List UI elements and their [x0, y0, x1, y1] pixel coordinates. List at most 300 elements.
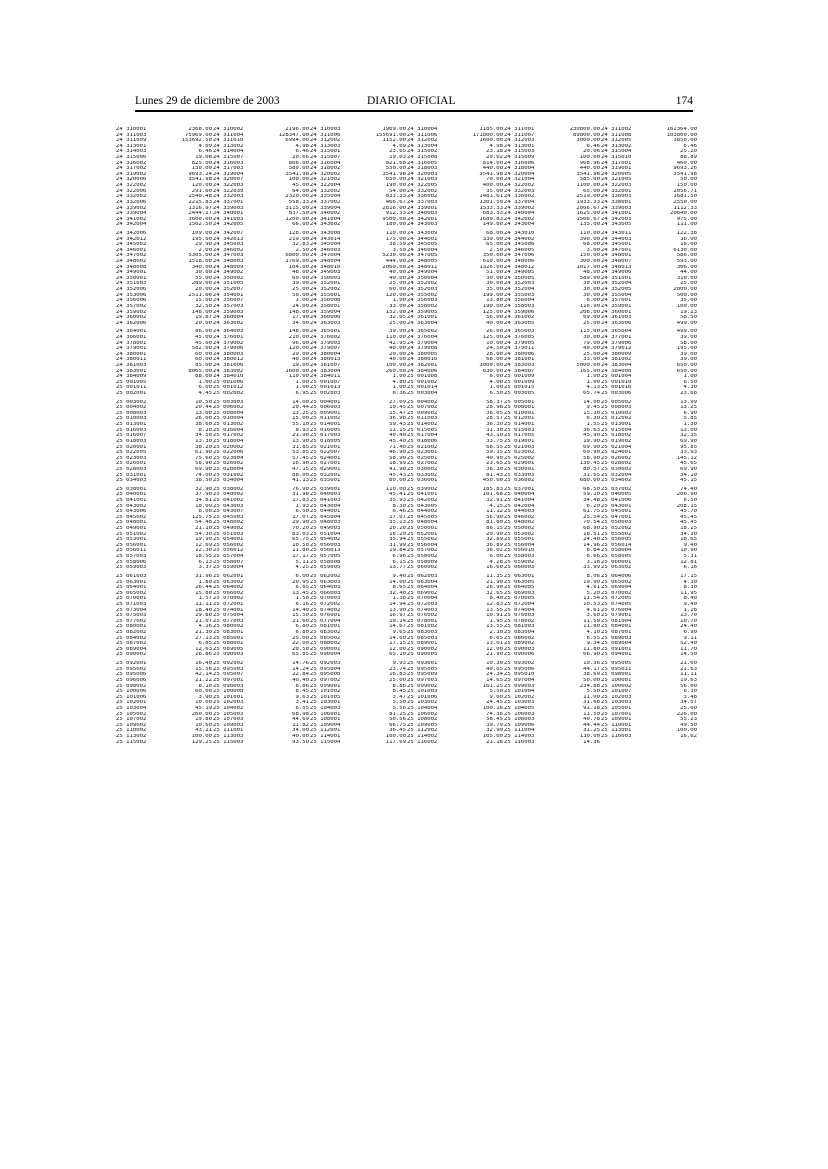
item-amount: 69.90 [583, 450, 600, 456]
item-code: 24 339002 [116, 205, 147, 211]
listing-row [504, 222, 600, 228]
item-amount: 54.48 [195, 520, 212, 526]
item-amount: 34.30 [680, 531, 697, 537]
item-code: 24 338001 [601, 199, 632, 205]
item-code: 25 090004 [310, 652, 341, 658]
item-amount: 68.90 [583, 526, 600, 532]
item-code: 24 351005 [213, 281, 244, 287]
item-code: 25 037002 [601, 486, 632, 492]
listing-row [504, 321, 600, 327]
item-code: 24 348005 [407, 259, 438, 265]
item-code: 25 058008 [310, 559, 341, 565]
item-code: 25 048001 [116, 520, 147, 526]
item-code: 24 332002 [116, 194, 147, 200]
item-amount: 10.00 [195, 700, 212, 706]
item-code: 25 001002 [407, 379, 438, 385]
item-code: 24 360004 [213, 315, 244, 321]
item-code: 25 090003 [504, 646, 535, 652]
item-amount: 19.90 [583, 579, 600, 585]
item-amount: 1.00 [586, 379, 600, 385]
item-amount: 109.00 [191, 230, 212, 236]
item-amount: 16.83 [389, 672, 406, 678]
item-code: 25 095004 [310, 666, 341, 672]
item-amount: 25.00 [389, 677, 406, 683]
item-code: 24 380004 [310, 351, 341, 357]
item-code: 25 102002 [504, 694, 535, 700]
item-code: 25 009001 [310, 410, 341, 416]
item-amount: 120.00 [288, 346, 309, 352]
listing-row [213, 652, 309, 658]
item-amount: 6.00 [489, 374, 503, 380]
item-code: 24 352002 [310, 287, 341, 293]
item-code: 24 322005 [407, 183, 438, 189]
item-code: 25 064002 [213, 585, 244, 591]
item-amount: 26.90 [486, 585, 503, 591]
item-code: 24 381007 [310, 362, 341, 368]
item-amount: 10.50 [195, 399, 212, 405]
item-amount: 117.69 [385, 739, 406, 745]
item-amount: 66.00 [292, 222, 309, 228]
item-code: 24 360002 [116, 315, 147, 321]
item-code: 25 010002 [601, 410, 632, 416]
item-code: 25 089003 [601, 635, 632, 641]
item-code: 24 380009 [601, 351, 632, 357]
item-code: 24 340004 [504, 211, 535, 217]
listing-row [504, 478, 600, 484]
item-code: 24 322004 [310, 183, 341, 189]
item-code: 25 111004 [504, 728, 535, 734]
item-amount: 1112.33 [673, 205, 697, 211]
item-code: 25 115004 [310, 739, 341, 745]
item-amount: 19.84 [389, 548, 406, 554]
item-code: 24 311001 [504, 127, 535, 132]
item-code: 25 057005 [310, 554, 341, 560]
listing-row [407, 222, 503, 228]
item-code: 24 352004 [504, 287, 535, 293]
item-amount: 39.00 [680, 351, 697, 357]
item-code: 24 322006 [116, 188, 147, 194]
item-code: 25 101007 [601, 689, 632, 695]
item-amount: 6.30 [683, 689, 697, 695]
item-amount: 17.83 [292, 498, 309, 503]
item-code: 25 030002 [601, 466, 632, 472]
item-amount: 25.00 [583, 320, 600, 326]
item-code: 25 030001 [504, 466, 535, 472]
item-amount: 9500.00 [382, 216, 406, 222]
item-code: 25 076001 [310, 613, 341, 619]
item-code: 25 070002 [213, 596, 244, 602]
item-code: 25 096006 [116, 677, 147, 683]
item-code: 25 097002 [310, 677, 341, 683]
item-amount: 18.51 [583, 531, 600, 537]
item-amount: 39.00 [680, 334, 697, 340]
item-code: 24 358002 [407, 303, 438, 309]
item-code: 25 114002 [407, 733, 438, 739]
listing-row [407, 391, 503, 397]
item-amount: 54.30 [195, 531, 212, 537]
item-code: 25 001016 [601, 385, 632, 391]
item-code: 25 011003 [407, 416, 438, 422]
item-code: 25 075004 [213, 613, 244, 619]
item-amount: 2320.00 [285, 194, 309, 200]
item-code: 24 359003 [213, 309, 244, 315]
item-code: 25 017005 [504, 433, 535, 439]
item-amount: 14.00 [389, 579, 406, 585]
item-amount: 25.00 [583, 351, 600, 357]
item-code: 25 043002 [116, 503, 147, 509]
item-code: 24 352001 [310, 281, 341, 287]
item-amount: 38.30 [486, 466, 503, 472]
item-amount: 680.00 [579, 478, 600, 484]
item-amount: 6.46 [683, 143, 697, 149]
item-amount: 100.00 [385, 733, 406, 739]
item-amount: 150.00 [676, 183, 697, 189]
item-amount: 6.90 [683, 410, 697, 416]
item-code: 25 006003 [310, 405, 341, 411]
item-amount: 460.00 [676, 160, 697, 166]
item-amount: 74.40 [680, 486, 697, 492]
item-code: 24 384007 [504, 368, 535, 374]
item-amount: 12.69 [195, 542, 212, 548]
item-code: 25 022007 [310, 450, 341, 456]
item-amount: 20.00 [195, 287, 212, 293]
item-code: 24 355001 [310, 292, 341, 298]
item-code: 25 104005 [504, 705, 535, 711]
item-code: 25 054002 [310, 537, 341, 543]
item-code: 25 072001 [213, 601, 244, 607]
item-code: 25 083004 [504, 630, 535, 636]
item-code: 24 350003 [310, 275, 341, 281]
item-amount: 25.00 [292, 287, 309, 293]
listing-row [504, 565, 600, 571]
item-code: 25 097003 [407, 677, 438, 683]
item-code: 24 348007 [601, 259, 632, 265]
item-code: 24 345004 [310, 242, 341, 248]
item-amount: 40.00 [292, 733, 309, 739]
item-code: 25 013002 [213, 422, 244, 428]
item-code: 25 003002 [116, 399, 147, 405]
item-amount: 5.50 [586, 689, 600, 695]
item-code: 24 340001 [213, 211, 244, 217]
item-code: 25 087002 [116, 641, 147, 647]
item-amount: 148.00 [288, 309, 309, 315]
item-amount: 68.55 [486, 444, 503, 450]
item-amount: 40.78 [583, 717, 600, 723]
item-amount: 630.00 [482, 368, 503, 374]
item-amount: 24.50 [486, 346, 503, 352]
item-code: 25 085003 [407, 635, 438, 641]
item-code: 25 033002 [407, 472, 438, 478]
item-amount: 5.50 [392, 700, 406, 706]
item-amount: 33.93 [680, 450, 697, 456]
item-code: 24 384011 [310, 374, 341, 380]
item-code: 24 380016 [407, 357, 438, 363]
item-code: 25 085002 [310, 635, 341, 641]
item-amount: 20.90 [486, 531, 503, 537]
item-code: 24 311007 [504, 132, 535, 138]
publication-title: DIARIO OFICIAL [367, 95, 456, 107]
item-amount: 11.80 [292, 548, 309, 554]
item-code: 25 043005 [407, 503, 438, 509]
item-code: 25 088001 [213, 641, 244, 647]
item-code: 24 342004 [116, 222, 147, 228]
item-amount: 1600.00 [479, 138, 503, 144]
item-amount: 4.28 [489, 559, 503, 565]
item-amount: 21.30 [195, 630, 212, 636]
item-amount: 12.00 [389, 646, 406, 652]
item-amount: 20.44 [292, 405, 309, 411]
item-amount: 110.00 [579, 230, 600, 236]
item-amount: 65.10 [389, 652, 406, 658]
listing-row [213, 391, 309, 397]
item-code: 24 337001 [213, 199, 244, 205]
item-amount: 10.00 [486, 340, 503, 346]
item-amount: 593.00 [676, 259, 697, 265]
item-amount: 30.00 [195, 270, 212, 276]
item-code: 25 056003 [310, 542, 341, 548]
item-amount: 5000.00 [576, 362, 600, 368]
item-code: 25 040001 [116, 492, 147, 498]
item-amount: 42.95 [389, 340, 406, 346]
item-amount: 120.00 [385, 292, 406, 298]
item-amount: 9.65 [392, 630, 406, 636]
item-code: 25 001009 [504, 374, 535, 380]
item-amount: 10.50 [292, 542, 309, 548]
item-amount: 2816.00 [382, 205, 406, 211]
item-code: 25 039002 [407, 486, 438, 492]
item-amount: 89800.00 [573, 132, 600, 138]
item-amount: 40.00 [389, 357, 406, 363]
item-code: 24 320005 [601, 171, 632, 177]
item-amount: 145.12 [676, 455, 697, 461]
item-code: 24 343011 [601, 230, 632, 236]
item-code: 25 079001 [601, 613, 632, 619]
item-code: 25 058004 [601, 548, 632, 554]
item-amount: 1152.00 [382, 138, 406, 144]
item-code: 24 343002 [310, 222, 341, 228]
item-code: 25 100002 [601, 683, 632, 689]
item-code: 24 342005 [213, 222, 244, 228]
item-amount: 4.61 [586, 607, 600, 613]
item-code: 25 001012 [213, 385, 244, 391]
item-amount: 65.74 [583, 391, 600, 397]
item-amount: 350.00 [482, 253, 503, 259]
item-code: 25 015004 [601, 427, 632, 433]
item-code: 24 311010 [213, 138, 244, 144]
item-amount: 339.00 [482, 236, 503, 242]
item-code: 24 379006 [213, 346, 244, 352]
item-code: 24 335004 [310, 194, 341, 200]
item-code: 25 051004 [310, 531, 341, 537]
item-amount: 21.10 [195, 526, 212, 532]
item-amount: 837.50 [288, 211, 309, 217]
item-amount: 1625.00 [576, 211, 600, 217]
item-amount: 8065.00 [188, 368, 212, 374]
item-amount: 1600.00 [285, 368, 309, 374]
item-amount: 4.80 [392, 379, 406, 385]
item-amount: 17.90 [292, 315, 309, 321]
item-amount: 135.00 [579, 222, 600, 228]
item-amount: 88.00 [292, 472, 309, 478]
item-code: 25 056004 [504, 542, 535, 548]
item-code: 25 005001 [504, 399, 535, 405]
item-amount: 2196.00 [285, 127, 309, 132]
item-amount: 9.63 [295, 694, 309, 700]
item-code: 24 353006 [116, 292, 147, 298]
item-code: 24 345003 [213, 242, 244, 248]
item-code: 25 072004 [504, 601, 535, 607]
item-amount: 3115.00 [285, 205, 309, 211]
item-code: 25 109002 [116, 722, 147, 728]
item-code: 25 095005 [407, 666, 438, 672]
listing-row [601, 652, 697, 658]
item-amount: 150.00 [191, 166, 212, 172]
item-code: 25 076004 [601, 607, 632, 613]
item-amount: 1.55 [586, 422, 600, 428]
item-amount: 60.00 [292, 275, 309, 281]
item-code: 25 093002 [504, 661, 535, 667]
item-amount: 50.00 [680, 177, 697, 183]
item-amount: 105.00 [482, 733, 503, 739]
item-code: 25 065002 [116, 590, 147, 596]
item-amount: 14.65 [486, 677, 503, 683]
item-amount: 1566.67 [576, 216, 600, 222]
item-amount: 8.65 [392, 585, 406, 591]
item-amount: 14.00 [583, 399, 600, 405]
item-code: 24 381001 [504, 357, 535, 363]
item-code: 25 109006 [504, 722, 535, 728]
item-amount: 6.50 [489, 391, 503, 397]
item-amount: 32.40 [389, 590, 406, 596]
item-code: 25 057002 [407, 548, 438, 554]
item-amount: 68.50 [583, 486, 600, 492]
item-code: 25 064001 [116, 585, 147, 591]
item-amount: 185.83 [482, 486, 503, 492]
item-amount: 32.65 [486, 590, 503, 596]
item-code: 25 077002 [116, 618, 147, 624]
item-amount: 96.00 [292, 340, 309, 346]
item-amount: 19.63 [680, 677, 697, 683]
item-code: 25 009002 [407, 410, 438, 416]
item-amount: 10.60 [195, 722, 212, 728]
item-amount: 17.07 [292, 514, 309, 520]
item-code: 25 089004 [601, 641, 632, 647]
item-code: 25 088002 [310, 641, 341, 647]
item-code: 24 348011 [407, 264, 438, 270]
item-code: 25 013001 [601, 422, 632, 428]
item-amount: 14.96 [583, 542, 600, 548]
item-code: 24 319001 [601, 166, 632, 172]
item-code: 25 058005 [601, 554, 632, 560]
item-amount: 129.25 [191, 739, 212, 745]
item-amount: 14.60 [389, 635, 406, 641]
item-code: 25 101003 [407, 689, 438, 695]
item-amount: 4.10 [586, 630, 600, 636]
item-amount: 31.65 [583, 472, 600, 478]
listing-row [116, 740, 212, 746]
item-code: 25 045001 [601, 509, 632, 515]
item-amount: 1680.83 [479, 216, 503, 222]
item-amount: 2519.00 [576, 194, 600, 200]
item-code: 25 001005 [116, 379, 147, 385]
item-amount: 1.00 [198, 379, 212, 385]
item-code: 25 033003 [504, 472, 535, 478]
item-code: 25 106002 [407, 711, 438, 717]
item-code: 24 322003 [213, 183, 244, 189]
item-amount: 55.10 [292, 422, 309, 428]
item-code: 24 347004 [310, 253, 341, 259]
item-code: 25 099003 [504, 683, 535, 689]
item-amount: 440.00 [579, 166, 600, 172]
item-code: 25 056013 [310, 548, 341, 554]
item-amount: 3000.00 [576, 138, 600, 144]
item-code: 25 074001 [213, 607, 244, 613]
item-code: 25 040002 [213, 492, 244, 498]
item-code: 24 352007 [213, 287, 244, 293]
item-amount: 40.00 [292, 357, 309, 363]
item-code: 24 355003 [504, 292, 535, 298]
item-amount: 14.50 [680, 652, 697, 658]
item-amount: 32.83 [292, 242, 309, 248]
item-amount: 6.55 [586, 635, 600, 641]
item-amount: 56.00 [486, 315, 503, 321]
item-code: 25 003005 [504, 391, 535, 397]
item-amount: 16.60 [486, 565, 503, 571]
item-code: 24 341003 [213, 216, 244, 222]
item-code: 24 379007 [310, 346, 341, 352]
item-code: 25 070003 [310, 596, 341, 602]
item-amount: 195.00 [191, 236, 212, 242]
item-amount: 13.99 [680, 399, 697, 405]
item-code: 25 045003 [213, 514, 244, 520]
item-code: 24 341004 [310, 216, 341, 222]
item-amount: 59.35 [486, 450, 503, 456]
listing-row [407, 565, 503, 571]
item-amount: 28.98 [486, 405, 503, 411]
listing-row [116, 652, 212, 658]
item-code: 25 020002 [213, 444, 244, 450]
item-code: 25 046002 [504, 514, 535, 520]
item-amount: 40.65 [486, 666, 503, 672]
item-amount: 70.54 [583, 520, 600, 526]
item-code: 24 360001 [601, 309, 632, 315]
item-amount: 10.14 [389, 618, 406, 624]
item-code: 25 016003 [116, 427, 147, 433]
item-code: 24 315002 [407, 149, 438, 155]
item-amount: 1.30 [683, 422, 697, 428]
item-code: 25 080002 [213, 624, 244, 630]
item-amount: 80.00 [389, 478, 406, 484]
item-amount: 14.94 [389, 601, 406, 607]
item-amount: 1533.33 [479, 205, 503, 211]
item-amount: 66.90 [583, 652, 600, 658]
item-code: 25 109004 [310, 722, 341, 728]
item-code: 25 101001 [213, 694, 244, 700]
listing-row [407, 652, 503, 658]
item-amount: 8.00 [198, 509, 212, 515]
item-amount: 26.00 [486, 329, 503, 335]
item-code: 25 043001 [601, 503, 632, 509]
listing-row [310, 478, 406, 484]
item-code: 25 063004 [407, 579, 438, 585]
item-code: 24 380013 [310, 357, 341, 363]
item-code: 24 347006 [504, 253, 535, 259]
item-amount: 2511.06 [188, 292, 212, 298]
item-code: 24 378001 [116, 340, 147, 346]
item-amount: 13.77 [389, 565, 406, 571]
item-amount: 38.69 [583, 672, 600, 678]
item-amount: 130.00 [579, 733, 600, 739]
